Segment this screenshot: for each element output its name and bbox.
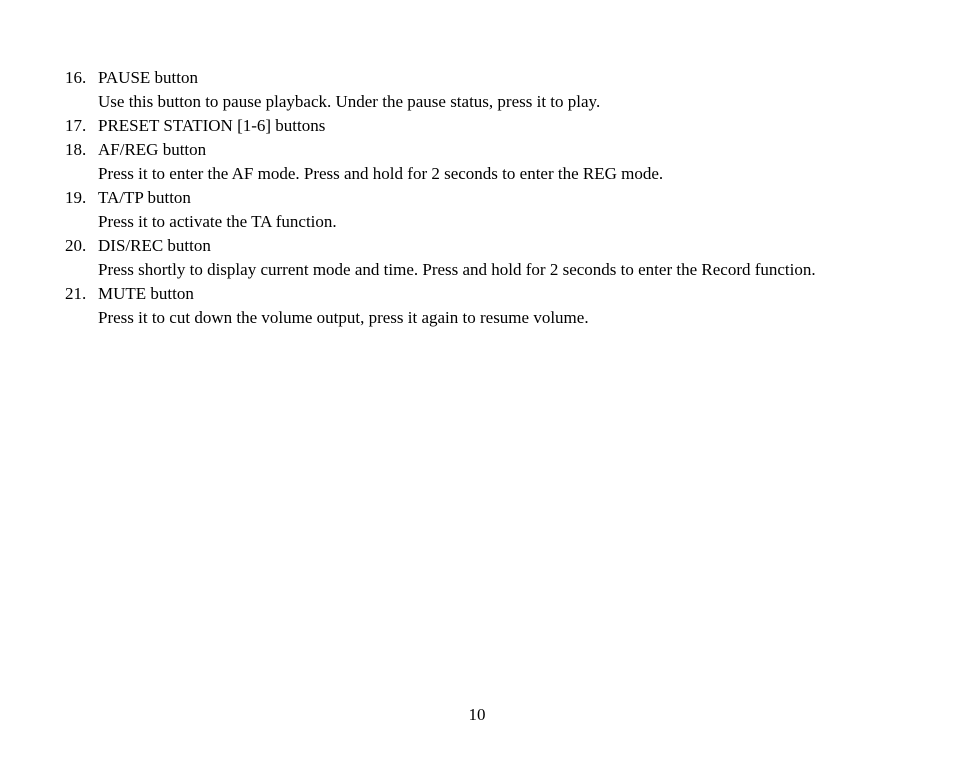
item-title: PRESET STATION [1-6] buttons [98, 116, 326, 135]
item-description: Use this button to pause playback. Under the pause status, press it to play. [98, 92, 601, 111]
item-description: Press it to cut down the volume output, press it again to resume volume. [98, 308, 589, 327]
item-title: PAUSE button [98, 68, 198, 87]
item-number: 21. [65, 284, 87, 303]
item-description: Press shortly to display current mode and time. Press and hold for 2 seconds to enter the Record function. [98, 260, 816, 279]
list-item-19-description [0, 210, 954, 234]
item-description: Press it to activate the TA function. [98, 212, 337, 231]
item-title: MUTE button [98, 284, 194, 303]
list-item-16 [0, 66, 954, 90]
list-item-16-description [0, 90, 954, 114]
item-number: 16. [65, 68, 87, 87]
list-item-20-description [0, 258, 954, 282]
list-item-19 [0, 186, 954, 210]
list-item-18 [0, 138, 954, 162]
item-number: 17. [65, 116, 87, 135]
item-number: 20. [65, 236, 87, 255]
item-title: TA/TP button [98, 188, 191, 207]
list-item-17 [0, 114, 954, 138]
list-item-20 [0, 234, 954, 258]
item-number: 19. [65, 188, 87, 207]
item-title: AF/REG button [98, 140, 207, 159]
button-description-list [0, 66, 954, 330]
list-item-18-description [0, 162, 954, 186]
list-item-21 [0, 282, 954, 306]
item-description: Press it to enter the AF mode. Press and hold for 2 seconds to enter the REG mode. [98, 164, 664, 183]
item-title: DIS/REC button [98, 236, 211, 255]
item-number: 18. [65, 140, 87, 159]
list-item-21-description [0, 306, 954, 330]
page-number: 10 [468, 705, 486, 724]
